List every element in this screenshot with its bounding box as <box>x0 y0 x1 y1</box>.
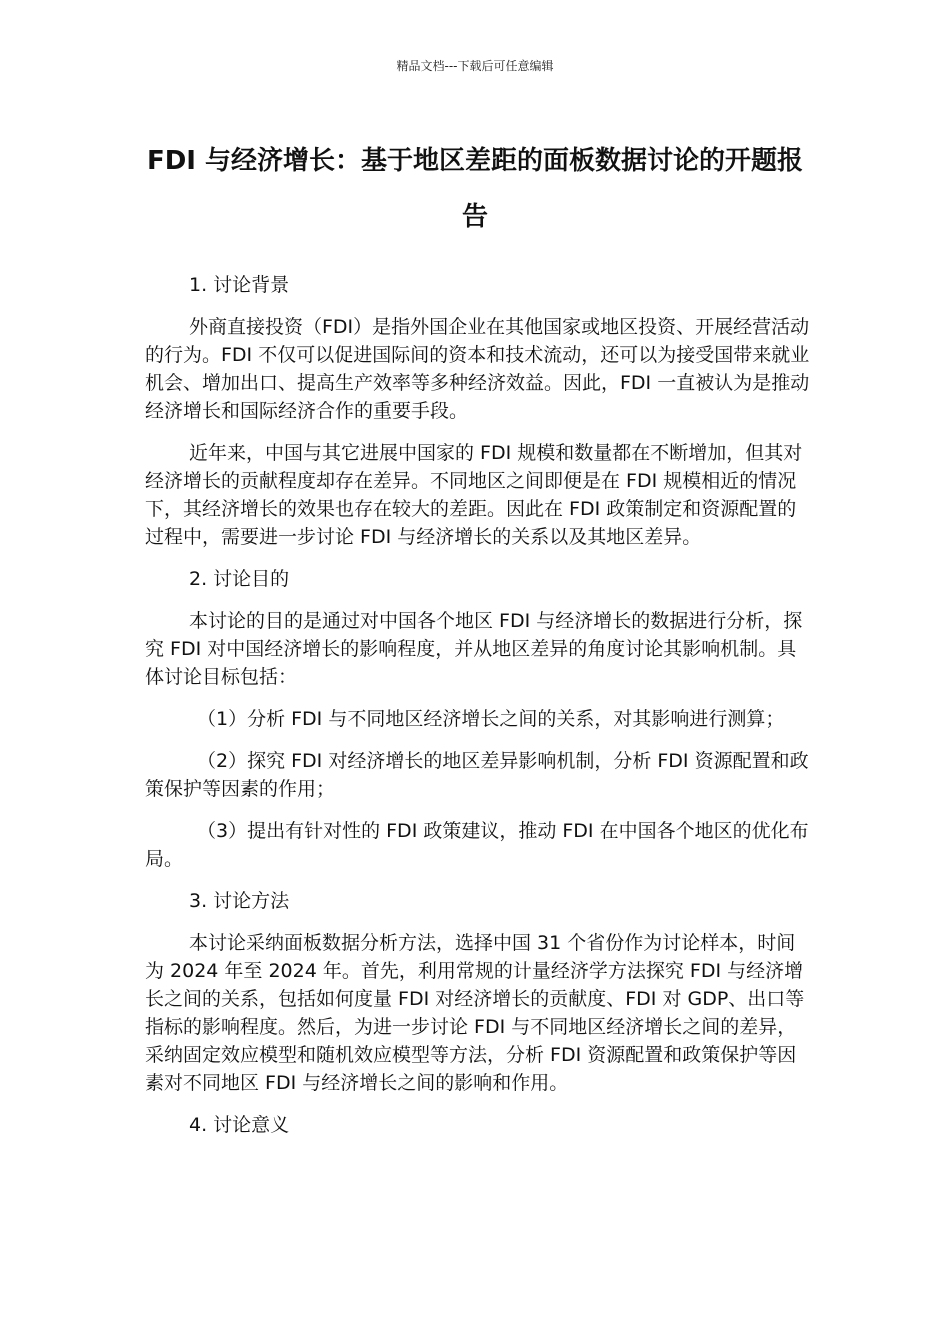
section-heading-purpose: 2. 讨论目的 <box>189 568 290 590</box>
document-title: FDI 与经济增长：基于地区差距的面板数据讨论的开题报告 <box>146 146 804 232</box>
section-heading-method: 3. 讨论方法 <box>189 890 290 912</box>
section-heading-background: 1. 讨论背景 <box>189 274 290 296</box>
paragraph: 近年来，中国与其它进展中国家的 FDI 规模和数量都在不断增加，但其对经济增长的贡献程度却存在差异。不同地区之间即便是在 FDI 规模相近的情况下，其经济增长的效果也存在较大的差距。因此在 FDI 政策制定和资源配置的过程中，需要进一步讨论 FDI 与经济增长的关系以及其地区差异。 <box>145 442 803 548</box>
goal-item: （1）分析 FDI 与不同地区经济增长之间的关系，对其影响进行测算； <box>197 708 785 730</box>
paragraph: 本讨论的目的是通过对中国各个地区 FDI 与经济增长的数据进行分析，探究 FDI 对中国经济增长的影响程度，并从地区差异的角度讨论其影响机制。具体讨论目标包括： <box>145 610 803 688</box>
goal-item: （3）提出有针对性的 FDI 政策建议，推动 FDI 在中国各个地区的优化布局。 <box>145 820 809 870</box>
section-heading-significance: 4. 讨论意义 <box>189 1114 290 1136</box>
document-body <box>145 271 810 1153</box>
page-header: 精品文档---下载后可任意编辑 <box>396 59 554 73</box>
paragraph: 外商直接投资（FDI）是指外国企业在其他国家或地区投资、开展经营活动的行为。FDI 不仅可以促进国际间的资本和技术流动，还可以为接受国带来就业机会、增加出口、提高生产效率等多种经济效益。因此，FDI 一直被认为是推动经济增长和国际经济合作的重要手段。 <box>145 316 810 422</box>
goal-item: （2）探究 FDI 对经济增长的地区差异影响机制，分析 FDI 资源配置和政策保护等因素的作用； <box>145 750 809 800</box>
paragraph: 本讨论采纳面板数据分析方法，选择中国 31 个省份作为讨论样本，时间为 2024 年至 2024 年。首先，利用常规的计量经济学方法探究 FDI 与经济增长之间的关系，包括如何度量 FDI 对经济增长的贡献度、FDI 对 GDP、出口等指标的影响程度。然后，为进一步讨论 FDI 与不同地区经济增长之间的差异，采纳固定效应模型和随机效应模型等方法，分析 FDI 资源配置和政策保护等因素对不同地区 FDI 与经济增长之间的影响和作用。 <box>145 932 805 1094</box>
